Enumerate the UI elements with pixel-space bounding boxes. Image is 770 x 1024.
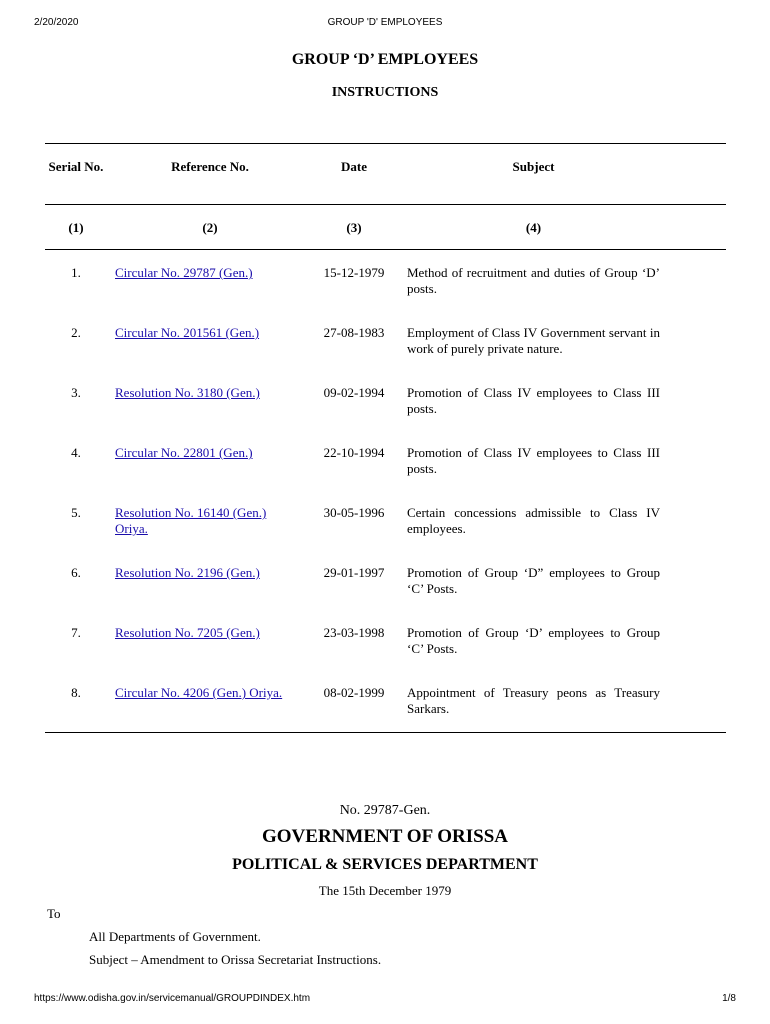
- print-date: 2/20/2020: [34, 17, 79, 28]
- letter-to: To: [47, 906, 61, 921]
- column-number-4: (4): [525, 220, 542, 235]
- column-number-1: (1): [68, 220, 84, 235]
- row-date: 09-02-1994: [323, 385, 385, 400]
- reference-link[interactable]: Circular No. 201561 (Gen.): [115, 325, 260, 340]
- row-subject: Promotion of Group ‘D’ employees to Group ‘C’ Posts.: [407, 625, 660, 656]
- row-subject: Certain concessions admissible to Class IV employees.: [407, 505, 660, 536]
- column-number-2: (2): [202, 220, 218, 235]
- column-number-rule: [45, 249, 726, 250]
- column-number-3: (3): [346, 220, 362, 235]
- row-date: 23-03-1998: [323, 625, 385, 640]
- department-heading: POLITICAL & SERVICES DEPARTMENT: [232, 856, 538, 873]
- header-rule: [45, 204, 726, 205]
- header-subject: Subject: [512, 159, 555, 174]
- letter-addressee: All Departments of Government.: [89, 929, 261, 944]
- row-serial: 7.: [71, 625, 81, 640]
- letter-date: The 15th December 1979: [318, 883, 452, 898]
- print-header: [0, 17, 770, 31]
- reference-link[interactable]: Resolution No. 7205 (Gen.): [115, 625, 260, 640]
- document-subtitle: INSTRUCTIONS: [331, 85, 439, 100]
- reference-link[interactable]: Circular No. 4206 (Gen.) Oriya.: [115, 685, 283, 700]
- document-title: GROUP ‘D’ EMPLOYEES: [291, 51, 479, 68]
- row-date: 30-05-1996: [323, 505, 385, 520]
- print-title: GROUP 'D' EMPLOYEES: [327, 17, 443, 28]
- reference-link[interactable]: Resolution No. 3180 (Gen.): [115, 385, 260, 400]
- letter-number: No. 29787-Gen.: [339, 803, 431, 818]
- header-reference: Reference No.: [171, 159, 249, 174]
- row-serial: 6.: [71, 565, 81, 580]
- reference-link[interactable]: Resolution No. 2196 (Gen.): [115, 565, 260, 580]
- row-subject: Employment of Class IV Government servant in work of purely private nature.: [407, 325, 660, 356]
- row-subject: Appointment of Treasury peons as Treasury Sarkars.: [407, 685, 660, 716]
- reference-link[interactable]: Resolution No. 16140 (Gen.) Oriya.: [115, 505, 267, 536]
- row-date: 08-02-1999: [323, 685, 385, 700]
- row-serial: 8.: [71, 685, 81, 700]
- row-subject: Method of recruitment and duties of Group ‘D’ posts.: [407, 265, 660, 296]
- row-date: 22-10-1994: [323, 445, 385, 460]
- header-serial: Serial No.: [48, 159, 104, 174]
- print-footer: [0, 993, 770, 1007]
- row-date: 29-01-1997: [323, 565, 385, 580]
- page-url: https://www.odisha.gov.in/servicemanual/GROUPDINDEX.htm: [34, 993, 311, 1004]
- row-date: 15-12-1979: [323, 265, 385, 280]
- page-number: 1/8: [722, 993, 736, 1004]
- row-subject: Promotion of Class IV employees to Class III posts.: [407, 445, 660, 476]
- row-serial: 2.: [71, 325, 81, 340]
- reference-link[interactable]: Circular No. 22801 (Gen.): [115, 445, 253, 460]
- row-subject: Promotion of Class IV employees to Class III posts.: [407, 385, 660, 416]
- row-serial: 1.: [71, 265, 81, 280]
- reference-link[interactable]: Circular No. 29787 (Gen.): [115, 265, 253, 280]
- row-serial: 3.: [71, 385, 81, 400]
- table-bottom-rule: [45, 732, 726, 733]
- row-serial: 4.: [71, 445, 81, 460]
- header-date: Date: [341, 159, 367, 174]
- row-subject: Promotion of Group ‘D” employees to Group ‘C’ Posts.: [407, 565, 660, 596]
- government-heading: GOVERNMENT OF ORISSA: [262, 826, 508, 847]
- table-top-rule: [45, 143, 726, 144]
- row-date: 27-08-1983: [323, 325, 385, 340]
- letter-subject: Subject – Amendment to Orissa Secretariat Instructions.: [89, 952, 382, 967]
- row-serial: 5.: [71, 505, 81, 520]
